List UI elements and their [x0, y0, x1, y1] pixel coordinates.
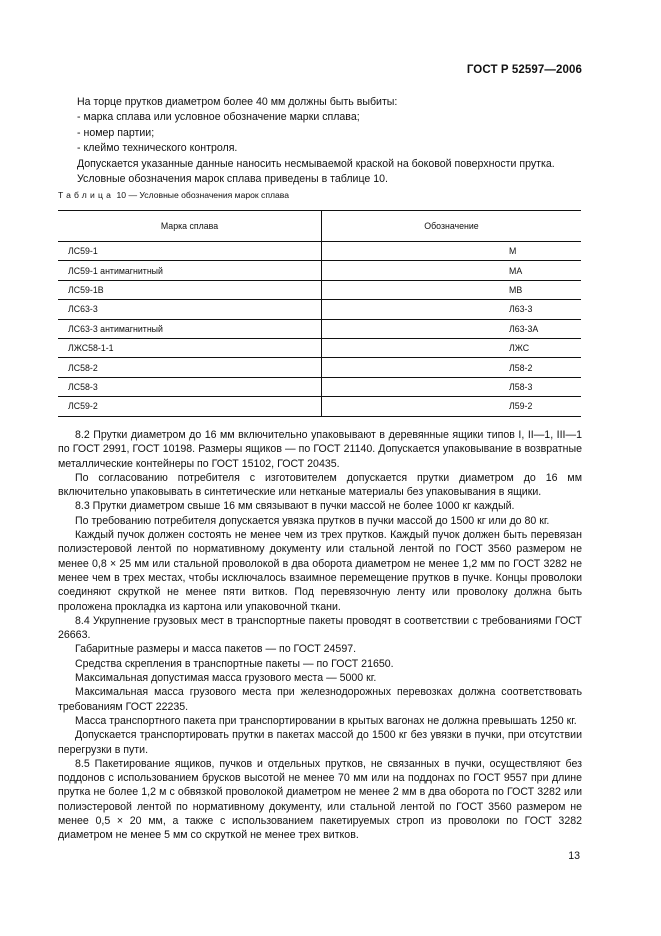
table-row: [58, 358, 581, 377]
alloy-cell: ЛС58-3: [58, 377, 322, 396]
table-row: [58, 397, 581, 416]
alloy-cell: ЛС59-2: [58, 397, 322, 416]
alloy-cell: ЛС58-2: [58, 358, 322, 377]
alloy-cell: ЛС59-1: [58, 242, 322, 261]
intro-list-item: - клеймо технического контроля.: [77, 142, 238, 155]
designation-cell: М: [322, 242, 582, 261]
table-row: [58, 319, 581, 338]
designation-cell: МВ: [322, 280, 582, 299]
paragraph: Масса транспортного пакета при транспортировании в крытых вагонах не должна превышать 1250 кг.: [75, 714, 577, 727]
body-text: [58, 428, 582, 843]
table-row: [58, 261, 581, 280]
designation-cell: ЛЖС: [322, 338, 582, 357]
page-number: 13: [568, 850, 580, 862]
paragraph-8-4: 8.4 Укрупнение грузовых мест в транспортные пакеты проводят в соответствии с требованиями ГОСТ 26663.: [58, 614, 582, 642]
designation-cell: МА: [322, 261, 582, 280]
document-header: ГОСТ Р 52597—2006: [466, 64, 582, 76]
intro-list-item: - марка сплава или условное обозначение марки сплава;: [77, 111, 360, 124]
alloy-cell: ЛС59-1 антимагнитный: [58, 261, 322, 280]
table-caption-text: 10 — Условные обозначения марок сплава: [116, 190, 290, 200]
alloy-cell: ЛС59-1В: [58, 280, 322, 299]
intro-line: Допускается указанные данные наносить несмываемой краской на боковой поверхности прутка.: [77, 157, 555, 170]
paragraph: Габаритные размеры и масса пакетов — по ГОСТ 24597.: [75, 643, 357, 656]
column-header-alloy: Марка сплава: [58, 211, 322, 242]
alloy-cell: ЛС63-3 антимагнитный: [58, 319, 322, 338]
alloy-cell: ЛЖС58-1-1: [58, 338, 322, 357]
column-header-designation: Обозначение: [322, 211, 582, 242]
table-row: [58, 242, 581, 261]
alloy-designation-table: [58, 210, 581, 417]
paragraph: По требованию потребителя допускается увязка прутков в пучки массой до 1500 кг или до 80 кг.: [75, 514, 550, 527]
designation-cell: Л58-2: [322, 358, 582, 377]
intro-line: Условные обозначения марок сплава приведены в таблице 10.: [77, 173, 388, 186]
table-caption: [58, 190, 289, 200]
paragraph: Максимальная допустимая масса грузового места — 5000 кг.: [75, 672, 377, 685]
intro-block: [77, 95, 587, 187]
intro-list-item: - номер партии;: [77, 126, 155, 139]
intro-line: На торце прутков диаметром более 40 мм должны быть выбиты:: [77, 96, 398, 108]
table-header-row: [58, 211, 581, 242]
table-caption-prefix: Таблица: [58, 190, 115, 200]
paragraph-8-2: 8.2 Прутки диаметром до 16 мм включительно упаковывают в деревянные ящики типов I, II—1, III—1 по ГОСТ 2991, ГОСТ 10198. Размеры ящиков — по ГОСТ 21140. Допускается упаковывание в возвратные металлические контейнеры по ГОСТ 15102, ГОСТ 20435.: [58, 429, 582, 470]
table-row: [58, 300, 581, 319]
table-row: [58, 377, 581, 396]
paragraph-8-5: 8.5 Пакетирование ящиков, пучков и отдельных прутков, не связанных в пучки, осуществляют без поддонов с использованием брусков высотой не менее 70 мм или на поддонах по ГОСТ 9557 при длине прутка не более 1,2 м с обвязкой проволокой диаметром не менее 2 мм в два оборота по ГОСТ 3282 или полиэстеровой лентой по нормативному документу, или стальной лентой по ГОСТ 3560 размером не менее 0,5 × 20 мм, а также с использованием пакетируемых строп из проволоки по ГОСТ 3282 диаметром не менее 5 мм со скруткой не менее трех витков.: [58, 757, 582, 842]
paragraph-8-3: 8.3 Прутки диаметром свыше 16 мм связывают в пучки массой не более 1000 кг каждый.: [75, 500, 515, 513]
paragraph: По согласованию потребителя с изготовителем допускается прутки диаметром до 16 мм включительно упаковывать в синтетические или нетканые материалы без упаковывания в ящики.: [58, 471, 582, 499]
paragraph: Каждый пучок должен состоять не менее чем из трех прутков. Каждый пучок должен быть перевязан полиэстеровой лентой по нормативному документу или стальной лентой по ГОСТ 3560 размером не менее 0,8 × 25 мм или стальной проволокой в два оборота диаметром не менее 1,2 мм по ГОСТ 3282 не менее чем в трех местах, чтобы исключалось взаимное перемещение прутков в пучке. Концы проволоки соединяют скруткой не менее пяти витков. Под перевязочную ленту или проволоку должна быть проложена прокладка из картона или упаковочной ткани.: [58, 529, 582, 613]
designation-cell: Л59-2: [322, 397, 582, 416]
paragraph: Максимальная масса грузового места при железнодорожных перевозках должна соответствовать требованиям ГОСТ 22235.: [58, 686, 582, 713]
table-row: [58, 280, 581, 299]
paragraph: Допускается транспортировать прутки в пакетах массой до 1500 кг без увязки в пучки, при отсутствии перегрузки в пути.: [58, 729, 582, 756]
alloy-cell: ЛС63-3: [58, 300, 322, 319]
table-row: [58, 338, 581, 357]
designation-cell: Л63-3А: [322, 319, 582, 338]
paragraph: Средства скрепления в транспортные пакеты — по ГОСТ 21650.: [75, 657, 394, 670]
designation-cell: Л58-3: [322, 377, 582, 396]
designation-cell: Л63-3: [322, 300, 582, 319]
